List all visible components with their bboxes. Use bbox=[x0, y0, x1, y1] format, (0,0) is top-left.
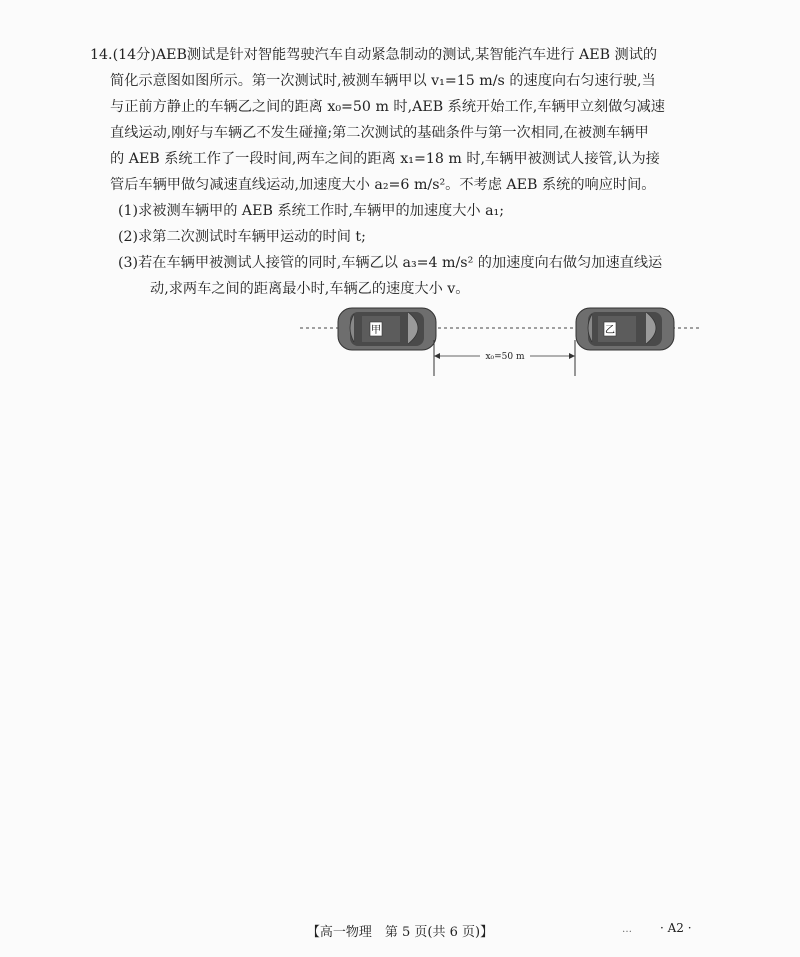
car-b bbox=[576, 308, 674, 350]
car-b-label: 乙 bbox=[605, 325, 615, 336]
car-diagram bbox=[300, 300, 700, 380]
page-footer: 【高一物理 第 5 页(共 6 页)】 bbox=[306, 925, 494, 940]
footer-mark: … bbox=[622, 924, 632, 935]
question-line: 的 AEB 系统工作了一段时间,两车之间的距离 x₁=18 m 时,车辆甲被测试人接管,认为接 bbox=[110, 151, 660, 167]
paper-code: · A2 · bbox=[660, 921, 692, 935]
question-line: 管后车辆甲做匀减速直线运动,加速度大小 a₂=6 m/s²。不考虑 AEB 系统的响应时间。 bbox=[110, 177, 656, 193]
question-line: 简化示意图如图所示。第一次测试时,被测车辆甲以 v₁=15 m/s 的速度向右匀速行驶,当 bbox=[110, 73, 656, 89]
car-a bbox=[338, 308, 436, 350]
question-line: 直线运动,刚好与车辆乙不发生碰撞;第二次测试的基础条件与第一次相同,在被测车辆甲 bbox=[110, 125, 649, 141]
question-line: 与正前方静止的车辆乙之间的距离 x₀=50 m 时,AEB 系统开始工作,车辆甲立刻做匀减速 bbox=[110, 99, 665, 115]
sub-question-2: (2)求第二次测试时车辆甲运动的时间 t; bbox=[118, 229, 366, 245]
sub-question-3: (3)若在车辆甲被测试人接管的同时,车辆乙以 a₃=4 m/s² 的加速度向右做匀加速直线运 bbox=[118, 255, 663, 271]
question-line: 14.(14分)AEB测试是针对智能驾驶汽车自动紧急制动的测试,某智能汽车进行 AEB 测试的 bbox=[90, 47, 658, 63]
car-a-label: 甲 bbox=[371, 325, 381, 336]
sub-question-3-cont: 动,求两车之间的距离最小时,车辆乙的速度大小 v。 bbox=[150, 281, 470, 297]
sub-question-1: (1)求被测车辆甲的 AEB 系统工作时,车辆甲的加速度大小 a₁; bbox=[118, 203, 505, 219]
question-14 bbox=[90, 42, 710, 302]
distance-label: x₀=50 m bbox=[485, 352, 525, 362]
